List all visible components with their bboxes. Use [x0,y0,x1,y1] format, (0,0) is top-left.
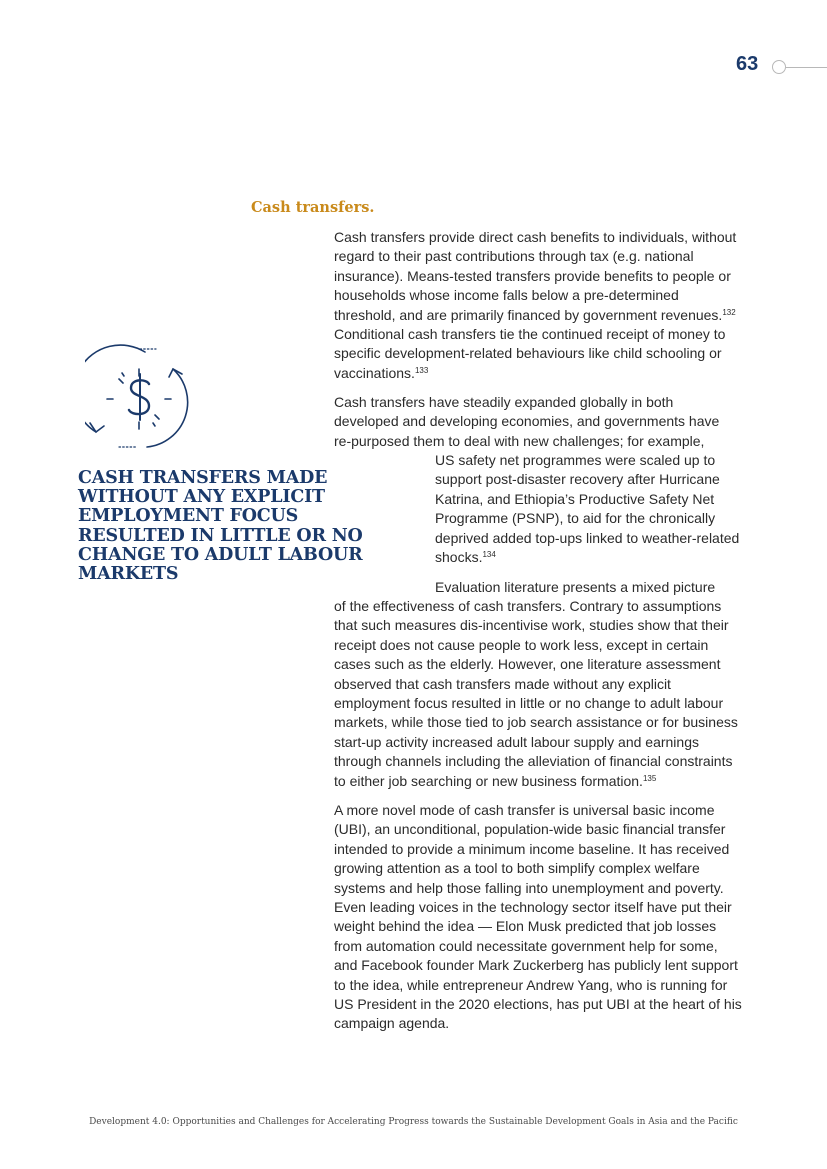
paragraph-1 [334,228,744,383]
paragraph-1-text: Cash transfers provide direct cash benefits to individuals, without regard to their past contributions through tax (e.g. national insurance). Means-tested transfers provide benefits to people or households whose income falls below a pre-determined threshold, and are primarily financed by government revenues. [334,229,737,323]
paragraph-2b [435,451,740,567]
footnote-ref-132: 132 [722,307,736,317]
footnote-ref-134: 134 [482,550,496,560]
paragraph-3a-text: Evaluation literature presents a mixed picture [435,579,716,595]
footnote-ref-135: 135 [642,773,657,783]
dollar-cycle-icon [85,344,195,452]
pull-quote: CASH TRANSFERS MADE WITHOUT ANY EXPLICIT EMPLOYMENT FOCUS RESULTED IN LITTLE OR NO CHANGE TO ADULT LABOUR MARKETS [78,468,363,585]
footer-text: Development 4.0: Opportunities and Challenges for Accelerating Progress towards the Sustainable Development Goals in Asia and the Pacific [89,1117,738,1127]
page-number: 63 [736,53,759,75]
section-heading: Cash transfers. [251,199,375,216]
paragraph-3b-text: of the effectiveness of cash transfers. Contrary to assumptions that such measures dis-incentivise work, studies show that their receipt does not cause people to work less, except in certain cases such as the elderly. However, one literature assessment observed that cash transfers made without any explicit employment focus resulted in little or no change to adult labour markets, while those tied to job search assistance or for business start-up activity increased adult labour supply and earnings through channels including the alleviation of financial constraints to either job searching or new business formation. [334,598,738,789]
paragraph-1-text-2: Conditional cash transfers tie the continued receipt of money to specific development-related behaviours like child schooling or vaccinations. [334,326,726,381]
page-marker-circle [772,60,786,74]
paragraph-3b [334,597,744,791]
paragraph-3a [435,578,740,597]
paragraph-4 [334,801,742,1034]
paragraph-2b-text: US safety net programmes were scaled up to support post-disaster recovery after Hurricane Katrina, and Ethiopia’s Productive Safety Net Programme (PSNP), to aid for the chronically deprived added top-ups linked to weather-related shocks. [435,452,740,566]
footnote-ref-133: 133 [414,365,429,375]
paragraph-4-text: A more novel mode of cash transfer is universal basic income (UBI), an unconditional, population-wide basic financial transfer intended to provide a minimum income baseline. It has received growing attention as a tool to both simplify complex welfare systems and help those falling into unemployment and poverty. Even leading voices in the technology sector itself have put their weight behind the idea — Elon Musk predicted that job losses from automation could necessitate government help for some, and Facebook founder Mark Zuckerberg has publicly lent support to the idea, while entrepreneur Andrew Yang, who is running for US President in the 2020 elections, has put UBI at the heart of his campaign agenda. [334,802,742,1032]
paragraph-2a-text: Cash transfers have steadily expanded globally in both developed and developing economies, and governments have re-purposed them to deal with new challenges; for example, [334,394,720,449]
paragraph-2a [334,393,730,451]
page-marker-rule [786,67,827,68]
